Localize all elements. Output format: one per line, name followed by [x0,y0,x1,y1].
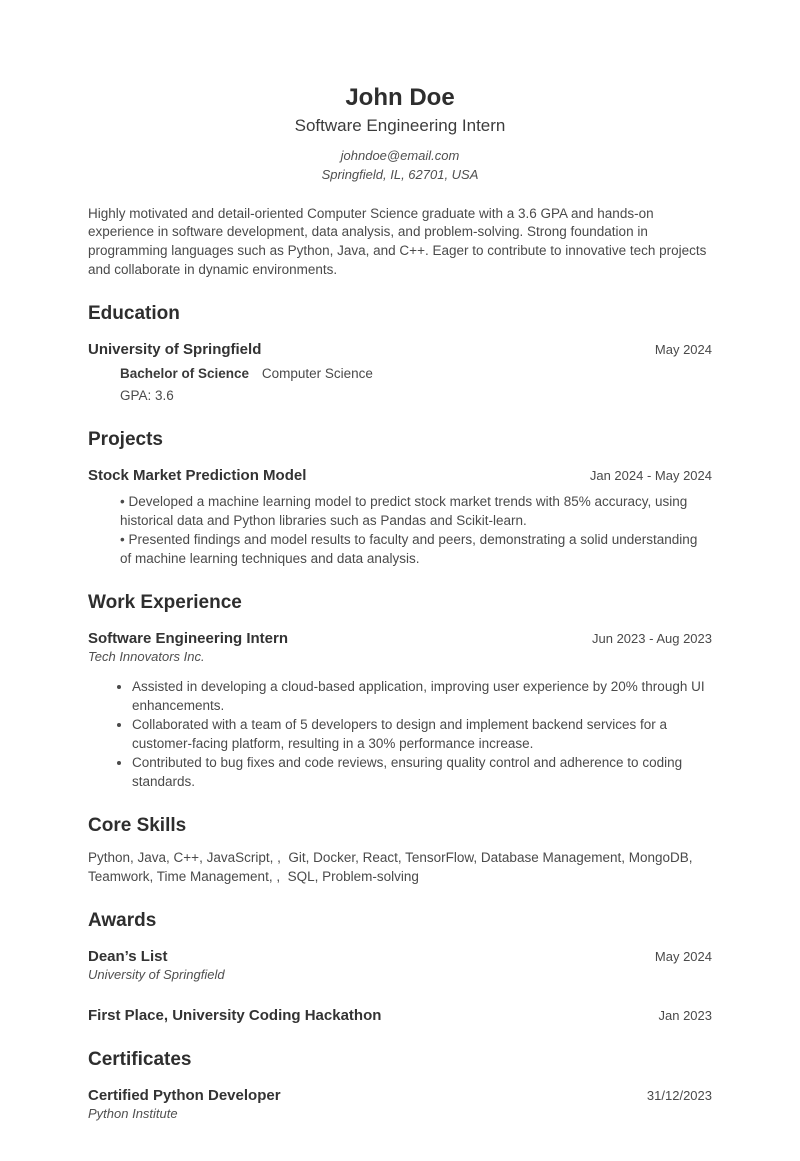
education-gpa: GPA: 3.6 [120,388,174,404]
education-degree: Bachelor of Science [120,366,250,382]
section-awards [88,909,712,1026]
award-entry [88,1006,712,1026]
skills-list: Python, Java, C++, JavaScript, , Git, Docker, React, TensorFlow, Database Management, MongoDB, Teamwork, Time Management, , SQL, Problem-solving [88,850,697,885]
section-certificates [88,1048,712,1121]
contact-block [88,147,712,185]
project-entry [88,466,712,569]
certificate-title: Certified Python Developer [88,1086,281,1104]
contact-location: Springfield, IL, 62701, USA [321,166,479,182]
education-field: Computer Science [261,366,373,382]
resume-header [88,84,712,185]
work-date: Jun 2023 - Aug 2023 [592,630,712,646]
section-education [88,302,712,406]
certificate-entry [88,1086,712,1122]
award-title: Dean’s List [88,947,168,965]
work-heading: Work Experience [88,591,242,613]
project-bullet-list [120,493,712,569]
awards-heading: Awards [88,910,157,932]
project-entry-row [88,466,712,486]
project-title: Stock Market Prediction Model [88,466,307,484]
certificate-issuer: Python Institute [88,1106,178,1122]
section-core-skills [88,814,712,888]
education-school: University of Springfield [88,340,262,358]
certificate-entry-row [88,1086,712,1106]
candidate-role: Software Engineering Intern [294,115,506,135]
project-bullet: • Developed a machine learning model to predict stock market trends with 85% accuracy, using historical data and Python libraries such as Pandas and Scikit-learn. [120,494,688,529]
section-projects [88,428,712,569]
education-entry-row [88,340,712,360]
project-date: Jan 2024 - May 2024 [589,467,712,483]
award-issuer: University of Springfield [88,967,225,983]
award-title: First Place, University Coding Hackathon [88,1007,382,1025]
award-date: May 2024 [654,948,712,964]
award-entry-row [88,1006,712,1026]
work-company: Tech Innovators Inc. [88,649,205,665]
certificate-date: 31/12/2023 [646,1087,712,1103]
work-bullet: • Contributed to bug fixes and code reviews, ensuring quality control and adherence to coding standards. [132,754,712,792]
contact-email: johndoe@email.com [340,147,460,163]
award-entry-row [88,947,712,967]
work-bullet: • Collaborated with a team of 5 developers to design and implement backend services for a customer-facing platform, resulting in a 30% performance increase. [132,716,712,754]
summary-paragraph: Highly motivated and detail-oriented Computer Science graduate with a 3.6 GPA and hands-on experience in software development, data analysis, and problem-solving. Strong foundation in programming languages such as Python, Java, and C++. Eager to contribute to innovative tech projects and collaborate in dynamic environments. [88,205,707,278]
project-bullet: • Presented findings and model results to faculty and peers, demonstrating a solid understanding of machine learning techniques and data analysis. [120,532,698,567]
work-entry-row [88,629,712,649]
education-date: May 2024 [654,341,712,357]
work-entry [88,629,712,792]
award-entry [88,947,712,983]
education-degree-line [120,365,712,384]
work-bullet-list [88,678,712,791]
education-entry [88,340,712,406]
work-bullet: • Assisted in developing a cloud-based application, improving user experience by 20% through UI enhancements. [132,678,712,716]
work-title: Software Engineering Intern [88,629,289,647]
award-date: Jan 2023 [658,1008,712,1024]
skills-heading: Core Skills [88,814,187,836]
section-work-experience [88,591,712,792]
projects-heading: Projects [88,429,163,451]
certificates-heading: Certificates [88,1048,192,1070]
education-heading: Education [88,303,180,325]
candidate-name: John Doe [345,84,455,111]
